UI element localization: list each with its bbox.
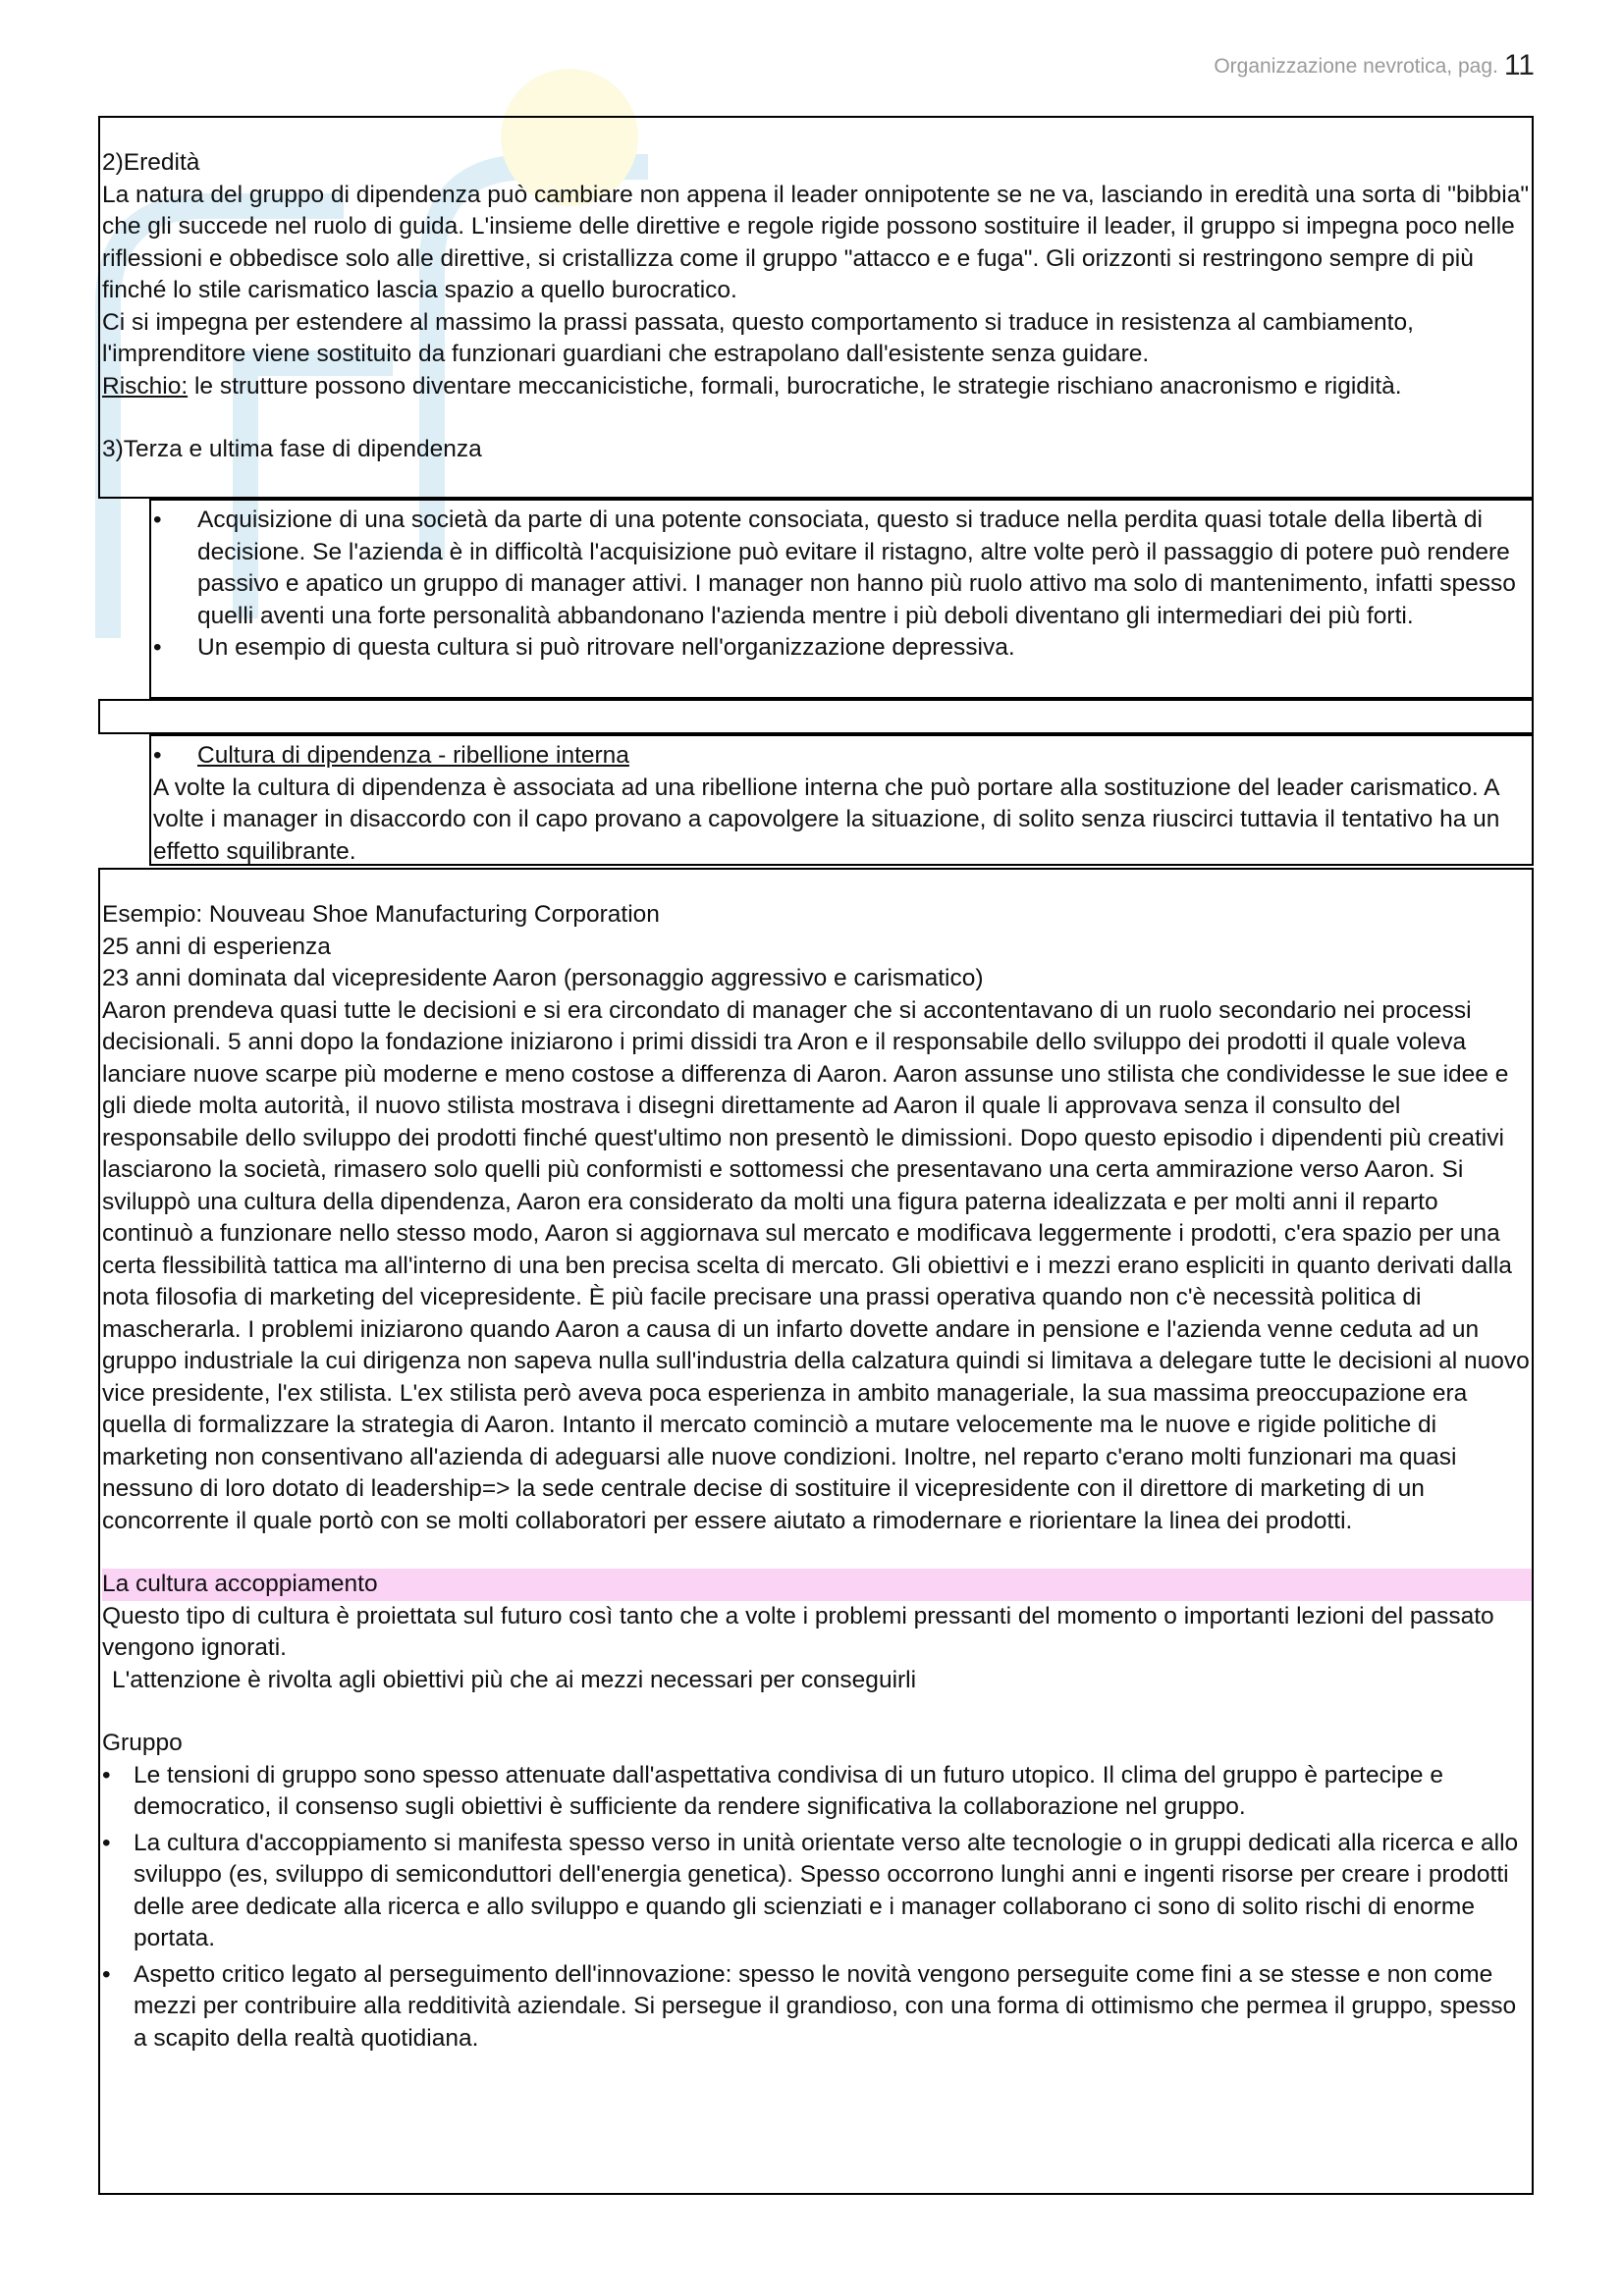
example-line-2: 25 anni di esperienza bbox=[102, 933, 331, 960]
third-phase-bullet-1 bbox=[153, 505, 1532, 632]
bullet-icon: • bbox=[102, 1829, 111, 1856]
eredita-risk bbox=[102, 371, 1532, 403]
eredita-paragraph-1: La natura del gruppo di dipendenza può cambiare non appena il leader onnipotente se ne va, lasciando in eredità una sorta di "bibbia" che gli succede nel ruolo di guida. L'insieme delle direttive e regole rigide possono sostituire il leader, il gruppo si impegna poco nelle riflessioni e obbedisce solo alle direttive, si cristallizza come il gruppo "attacco e e fuga". Gli orizzonti si restringono sempre di più finché lo stile carismatico lascia spazio a quello burocratico. bbox=[102, 181, 1530, 303]
rebellion-title-row bbox=[153, 740, 1532, 773]
group-bullet-list bbox=[102, 1760, 1532, 2059]
rebellion-box bbox=[149, 734, 1534, 866]
third-phase-bullet-2 bbox=[153, 632, 1532, 665]
rebellion-title: Cultura di dipendenza - ribellione interna bbox=[197, 742, 629, 769]
group-bullet-3 bbox=[102, 1959, 1532, 2059]
rebellion-text: A volte la cultura di dipendenza è associata ad una ribellione interna che può portare alla sostituzione del leader carismatico. A volte i manager in disaccordo con il capo provano a capovolgere la situazione, di solito senza riuscirci tuttavia il tentativo ha un effetto squilibrante. bbox=[153, 774, 1500, 865]
group-bullet-1-text: Le tensioni di gruppo sono spesso attenuate dall'aspettativa condivisa di un futuro utopico. Il clima del gruppo è partecipe e democratico, il consenso sugli obiettivi è sufficiente da rendere significativa la collaborazione nel gruppo. bbox=[134, 1761, 1443, 1820]
eredita-paragraph-2: Ci si impegna per estendere al massimo la prassi passata, questo comportamento si traduce in resistenza al cambiamento, l'imprenditore viene sostituito da funzionari guardiani che estrapolano dall'esistente senza guidare. bbox=[102, 308, 1414, 367]
group-bullet-3-text: Aspetto critico legato al perseguimento dell'innovazione: spesso le novità vengono perseguite come fini a se stesse e non come mezzi per contribuire alla redditività aziendale. Si persegue il grandioso, con una forma di ottimismo che permea il gruppo, spesso a scapito della realtà quotidiana. bbox=[134, 1960, 1517, 2052]
bullet-icon: • bbox=[102, 1761, 111, 1789]
third-phase-bullet-2-text: Un esempio di questa cultura si può ritrovare nell'organizzazione depressiva. bbox=[197, 634, 1015, 661]
third-phase-heading: 3)Terza e ultima fase di dipendenza bbox=[102, 436, 482, 462]
group-heading: Gruppo bbox=[102, 1730, 183, 1756]
bullet-icon: • bbox=[153, 634, 162, 661]
bullet-icon: • bbox=[153, 507, 162, 533]
page-number: 11 bbox=[1503, 49, 1535, 81]
mating-intro: Questo tipo di cultura è proiettata sul futuro così tanto che a volte i problemi pressanti del momento o importanti lezioni del passato vengono ignorati. bbox=[102, 1602, 1494, 1661]
group-bullet-1 bbox=[102, 1760, 1532, 1828]
empty-row bbox=[98, 699, 1534, 734]
mating-attention: L'attenzione è rivolta agli obiettivi più che ai mezzi necessari per conseguirli bbox=[112, 1666, 917, 1693]
bullet-icon: • bbox=[153, 742, 162, 769]
header-title: Organizzazione nevrotica, pag. bbox=[1214, 55, 1498, 78]
third-phase-box bbox=[149, 499, 1534, 699]
mating-heading: La cultura accoppiamento bbox=[102, 1569, 1532, 1601]
eredita-box bbox=[98, 116, 1534, 499]
example-line-3: 23 anni dominata dal vicepresidente Aaron (personaggio aggressivo e carismatico) bbox=[102, 965, 984, 991]
example-body: Aaron prendeva quasi tutte le decisioni e si era circondato di manager che si accontentavano di un ruolo secondario nei processi decisionali. 5 anni dopo la fondazione iniziarono i primi dissidi tra Aron e il responsabile dello sviluppo dei prodotti il quale voleva lanciare nuove scarpe più moderne e meno costose a differenza di Aaron. Aaron assunse uno stilista che condividesse le sue idee e gli diede molta autorità, il nuovo stilista mostrava i disegni direttamente ad Aaron il quale li approvava senza il consulto del responsabile dello sviluppo dei prodotti finché quest'ultimo non presentò le dimissioni. Dopo questo episodio i dipendenti più creativi lasciarono la società, rimasero solo quelli più conformisti e sottomessi che presentavano una certa ammirazione verso Aaron. Si sviluppò una cultura della dipendenza, Aaron era considerato da molti una figura paterna idealizzata e per molti anni il reparto continuò a funzionare nello stesso modo, Aaron si aggiornava sul mercato e modificava leggermente i prodotti, c'era spazio per una certa flessibilità tattica ma all'interno di una ben precisa scelta di mercato. Gli obiettivi e i mezzi erano espliciti in quanto derivati dalla nota filosofia di marketing del vicepresidente. È più facile precisare una prassi operativa quando non c'è necessità politica di mascherarla. I problemi iniziarono quando Aaron a causa di un infarto dovette andare in pensione e l'azienda venne ceduta ad un gruppo industriale la cui dirigenza non sapeva nulla sull'industria della calzatura quindi si limitava a delegare tutte le decisioni al nuovo vice presidente, l'ex stilista. L'ex stilista però aveva poca esperienza in ambito manageriale, la sua massima preoccupazione era quella di formalizzare la strategia di Aaron. Intanto il mercato cominciò a mutare velocemente ma le nuove e rigide politiche di marketing non consentivano all'azienda di adeguarsi alle nuove condizioni. Inoltre, nel reparto c'erano molti funzionari ma quasi nessuno di loro dotato di leadership=> la sede centrale decise di sostituire il vicepresidente con il direttore di marketing di un concorrente il quale portò con se molti collaboratori per essere aiutato a rimodernare e riorientare la linea dei prodotti. bbox=[102, 996, 1530, 1534]
group-bullet-2-text: La cultura d'accoppiamento si manifesta spesso verso in unità orientate verso alte tecnologie o in gruppi dedicati alla ricerca e allo sviluppo (es, sviluppo di semiconduttori dell'energia genetica). Spesso occorrono lunghi anni e ingenti risorse per creare i prodotti delle aree dedicate alla ricerca e allo sviluppo e quando gli scienziati e i manager collaborano ci sono di solito rischi di enorme portata. bbox=[134, 1829, 1519, 1951]
eredita-heading: 2)Eredità bbox=[102, 149, 200, 176]
risk-label: Rischio: bbox=[102, 372, 189, 400]
example-box bbox=[98, 868, 1534, 2195]
page-header bbox=[1214, 49, 1535, 82]
group-bullet-2 bbox=[102, 1828, 1532, 1959]
third-phase-bullet-1-text: Acquisizione di una società da parte di una potente consociata, questo si traduce nella perdita quasi totale della libertà di decisione. Se l'azienda è in difficoltà l'acquisizione può evitare il ristagno, altre volte però il passaggio di potere può rendere passivo e apatico un gruppo di manager attivi. I manager non hanno più ruolo attivo ma solo di mantenimento, infatti spesso quelli aventi una forte personalità abbandonano l'azienda mentre i più deboli diventano gli intermediari dei più forti. bbox=[197, 507, 1516, 629]
bullet-icon: • bbox=[102, 1960, 111, 1988]
risk-text: le strutture possono diventare meccanicistiche, formali, burocratiche, le strategie rischiano anacronismo e rigidità. bbox=[188, 372, 1402, 400]
example-line-1: Esempio: Nouveau Shoe Manufacturing Corporation bbox=[102, 901, 660, 928]
